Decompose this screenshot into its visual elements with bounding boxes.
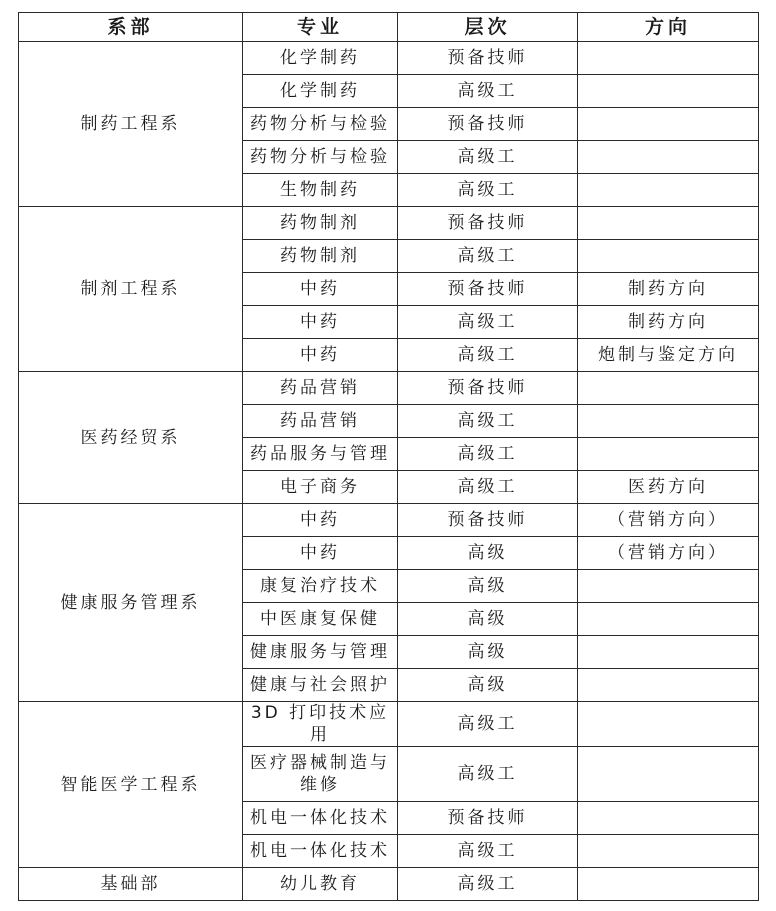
table-row — [19, 372, 759, 405]
direction-cell — [578, 141, 759, 174]
major-cell: 中药 — [243, 273, 398, 306]
level-cell: 预备技师 — [398, 273, 578, 306]
direction-cell — [578, 405, 759, 438]
major-cell: 中药 — [243, 504, 398, 537]
level-cell: 预备技师 — [398, 504, 578, 537]
major-cell: 机电一体化技术 — [243, 802, 398, 835]
level-cell: 预备技师 — [398, 207, 578, 240]
level-cell: 高级工 — [398, 835, 578, 868]
direction-cell — [578, 75, 759, 108]
header-level: 层次 — [398, 13, 578, 42]
header-major: 专业 — [243, 13, 398, 42]
direction-cell: 炮制与鉴定方向 — [578, 339, 759, 372]
table-body — [19, 42, 759, 901]
major-cell: 化学制药 — [243, 42, 398, 75]
level-cell: 高级 — [398, 669, 578, 702]
direction-cell — [578, 207, 759, 240]
major-cell: 生物制药 — [243, 174, 398, 207]
level-cell: 高级工 — [398, 702, 578, 747]
level-cell: 预备技师 — [398, 42, 578, 75]
level-cell: 高级 — [398, 537, 578, 570]
direction-cell: 制药方向 — [578, 306, 759, 339]
level-cell: 高级工 — [398, 747, 578, 802]
major-cell: 药物分析与检验 — [243, 108, 398, 141]
dept-cell: 智能医学工程系 — [19, 702, 243, 868]
level-cell: 高级工 — [398, 75, 578, 108]
major-cell: 药品营销 — [243, 405, 398, 438]
major-cell: 中药 — [243, 306, 398, 339]
level-cell: 高级 — [398, 570, 578, 603]
major-cell: 电子商务 — [243, 471, 398, 504]
dept-cell: 医药经贸系 — [19, 372, 243, 504]
direction-cell: （营销方向） — [578, 537, 759, 570]
level-cell: 高级工 — [398, 306, 578, 339]
major-cell: 药品服务与管理 — [243, 438, 398, 471]
level-cell: 预备技师 — [398, 372, 578, 405]
major-cell: 药物制剂 — [243, 207, 398, 240]
major-cell: 机电一体化技术 — [243, 835, 398, 868]
direction-cell — [578, 42, 759, 75]
major-cell: 幼儿教育 — [243, 868, 398, 901]
header-direction: 方向 — [578, 13, 759, 42]
major-cell: 医疗器械制造与维修 — [243, 747, 398, 802]
dept-cell: 制剂工程系 — [19, 207, 243, 372]
direction-cell — [578, 174, 759, 207]
direction-cell — [578, 636, 759, 669]
major-cell: 药物制剂 — [243, 240, 398, 273]
direction-cell — [578, 603, 759, 636]
direction-cell — [578, 868, 759, 901]
direction-cell — [578, 702, 759, 747]
dept-cell: 制药工程系 — [19, 42, 243, 207]
header-dept: 系部 — [19, 13, 243, 42]
major-cell: 中医康复保健 — [243, 603, 398, 636]
direction-cell — [578, 108, 759, 141]
major-cell: 3D 打印技术应用 — [243, 702, 398, 747]
direction-cell — [578, 835, 759, 868]
direction-cell — [578, 669, 759, 702]
major-cell: 药品营销 — [243, 372, 398, 405]
level-cell: 高级 — [398, 636, 578, 669]
direction-cell — [578, 240, 759, 273]
dept-cell: 基础部 — [19, 868, 243, 901]
level-cell: 预备技师 — [398, 802, 578, 835]
direction-cell: 制药方向 — [578, 273, 759, 306]
level-cell: 高级工 — [398, 339, 578, 372]
major-cell: 药物分析与检验 — [243, 141, 398, 174]
level-cell: 高级工 — [398, 240, 578, 273]
dept-cell: 健康服务管理系 — [19, 504, 243, 702]
level-cell: 高级工 — [398, 141, 578, 174]
level-cell: 高级工 — [398, 471, 578, 504]
direction-cell: （营销方向） — [578, 504, 759, 537]
table-row — [19, 42, 759, 75]
level-cell: 高级工 — [398, 868, 578, 901]
direction-cell — [578, 570, 759, 603]
direction-cell — [578, 747, 759, 802]
level-cell: 高级 — [398, 603, 578, 636]
major-cell: 化学制药 — [243, 75, 398, 108]
level-cell: 高级工 — [398, 438, 578, 471]
table-row — [19, 868, 759, 901]
major-cell: 健康与社会照护 — [243, 669, 398, 702]
major-cell: 中药 — [243, 537, 398, 570]
program-table — [18, 12, 759, 901]
direction-cell — [578, 802, 759, 835]
direction-cell: 医药方向 — [578, 471, 759, 504]
table-row — [19, 702, 759, 747]
direction-cell — [578, 438, 759, 471]
table-row — [19, 207, 759, 240]
level-cell: 高级工 — [398, 405, 578, 438]
direction-cell — [578, 372, 759, 405]
major-cell: 中药 — [243, 339, 398, 372]
major-cell: 健康服务与管理 — [243, 636, 398, 669]
table-row — [19, 504, 759, 537]
header-row — [19, 13, 759, 42]
level-cell: 预备技师 — [398, 108, 578, 141]
major-cell: 康复治疗技术 — [243, 570, 398, 603]
level-cell: 高级工 — [398, 174, 578, 207]
